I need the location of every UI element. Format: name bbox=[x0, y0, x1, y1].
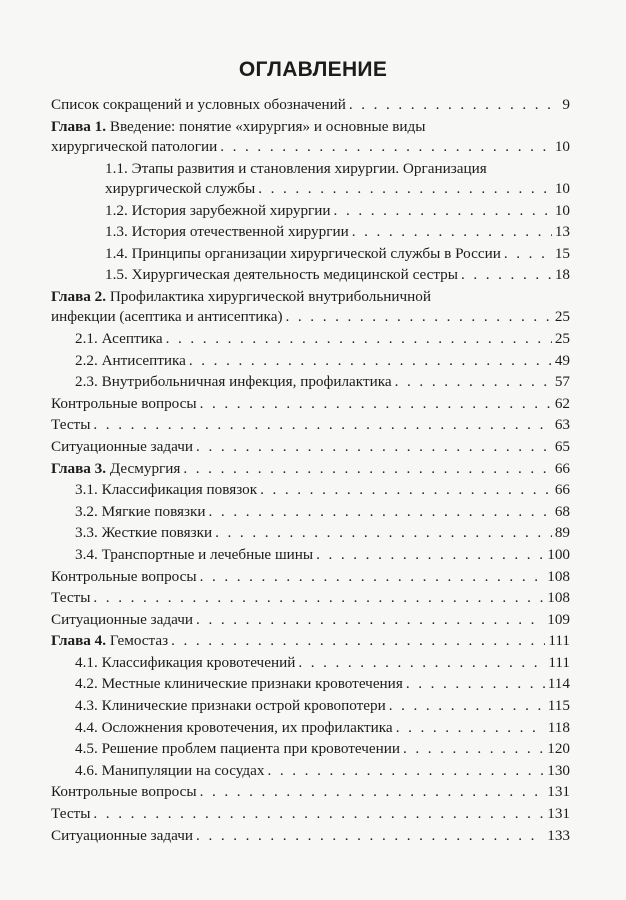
toc-page-number: 25 bbox=[554, 308, 570, 326]
toc-entry bbox=[51, 394, 570, 414]
dot-leader bbox=[200, 394, 552, 414]
dot-leader bbox=[93, 804, 544, 824]
toc-entry-text: Мягкие повязки bbox=[101, 502, 206, 520]
toc-entry bbox=[51, 287, 570, 328]
toc-entry-number: Глава 4. bbox=[51, 632, 107, 650]
toc-page-number: 68 bbox=[554, 502, 570, 520]
toc-entry-number: 4.2. bbox=[75, 675, 98, 693]
toc-entry-text: История отечественной хирургии bbox=[131, 223, 349, 241]
toc-entry bbox=[51, 329, 570, 349]
toc-entry-number: 1.2. bbox=[105, 201, 128, 219]
toc-entry-number: Глава 3. bbox=[51, 459, 107, 477]
toc-page-number: 10 bbox=[554, 201, 570, 219]
dot-leader bbox=[396, 718, 545, 738]
dot-leader bbox=[286, 307, 552, 327]
toc-entry-number: 3.2. bbox=[75, 502, 98, 520]
toc-entry-number: 3.4. bbox=[75, 545, 98, 563]
toc-page-number: 111 bbox=[548, 653, 570, 671]
toc-entry-text: Асептика bbox=[101, 329, 163, 347]
toc-entry-number: 2.2. bbox=[75, 351, 98, 369]
toc-entry-number: 1.4. bbox=[105, 244, 128, 262]
dot-leader bbox=[298, 653, 545, 673]
toc-entry-text: Местные клинические признаки кровотечения bbox=[101, 675, 403, 693]
toc-entry bbox=[51, 631, 570, 651]
dot-leader bbox=[268, 761, 545, 781]
dot-leader bbox=[200, 567, 545, 587]
toc-entry bbox=[51, 480, 570, 500]
toc-entry-number: 1.1. bbox=[105, 159, 128, 177]
toc-page-number: 131 bbox=[547, 783, 570, 801]
toc-entry-text: Профилактика хирургической внутрибольничной bbox=[109, 287, 432, 305]
toc-entry bbox=[51, 372, 570, 392]
toc-entry-text: Классификация повязок bbox=[101, 481, 258, 499]
toc-entry bbox=[51, 782, 570, 802]
toc-entry-number: Глава 1. bbox=[51, 117, 107, 135]
toc-entry-text: Контрольные вопросы bbox=[51, 394, 197, 412]
toc-page-number: 9 bbox=[562, 96, 570, 113]
toc-entry-text: Внутрибольничная инфекция, профилактика bbox=[101, 373, 392, 391]
toc-entry-text: Решение проблем пациента при кровотечении bbox=[101, 740, 400, 758]
toc-entry-text: Гемостаз bbox=[109, 632, 169, 650]
toc-page-number: 18 bbox=[554, 266, 570, 284]
toc-entry-number: 2.3. bbox=[75, 373, 98, 391]
toc-entry-text: Десмургия bbox=[109, 459, 181, 477]
dot-leader bbox=[196, 437, 552, 457]
toc-page-number: 108 bbox=[547, 567, 570, 585]
toc-entry-text: инфекции (асептика и антисептика) bbox=[51, 308, 283, 326]
toc-entry-number: Глава 2. bbox=[51, 287, 107, 305]
toc-page-number: 120 bbox=[547, 740, 570, 758]
toc-entry-number: 4.4. bbox=[75, 718, 98, 736]
toc-entry-number: 1.5. bbox=[105, 266, 128, 284]
toc-entry-text: Этапы развития и становления хирургии. Организация bbox=[131, 159, 487, 177]
toc-entry bbox=[51, 674, 570, 694]
toc-entry-number: 4.5. bbox=[75, 740, 98, 758]
toc-entry bbox=[51, 159, 570, 200]
dot-leader bbox=[93, 415, 551, 435]
toc-entry bbox=[51, 545, 570, 565]
toc-entry-text: Контрольные вопросы bbox=[51, 567, 197, 585]
toc-entry-text: Ситуационные задачи bbox=[51, 826, 194, 844]
toc-entry-text: Антисептика bbox=[101, 351, 186, 369]
toc-entry-number: 3.3. bbox=[75, 524, 98, 542]
toc-entry-text: Контрольные вопросы bbox=[51, 783, 197, 801]
toc-entry-text: Хирургическая деятельность медицинской сестры bbox=[131, 266, 458, 284]
toc-entry-number: 3.1. bbox=[75, 481, 98, 499]
dot-leader bbox=[196, 826, 544, 846]
toc-entry bbox=[51, 696, 570, 716]
toc-page-number: 57 bbox=[554, 373, 570, 391]
toc-entry-text: Список сокращений и условных обозначений bbox=[51, 96, 346, 113]
toc-page-number: 115 bbox=[547, 697, 570, 715]
dot-leader bbox=[461, 265, 552, 285]
toc-entry bbox=[51, 265, 570, 285]
dot-leader bbox=[334, 201, 552, 221]
toc-entry bbox=[51, 804, 570, 824]
dot-leader bbox=[504, 244, 552, 264]
dot-leader bbox=[215, 523, 552, 543]
toc-entry-text: Ситуационные задачи bbox=[51, 610, 194, 628]
toc-entry bbox=[51, 761, 570, 781]
toc-entry bbox=[51, 653, 570, 673]
dot-leader bbox=[316, 545, 544, 565]
toc-entry-text: Тесты bbox=[51, 805, 91, 823]
toc-entry-text: хирургической службы bbox=[105, 180, 256, 197]
dot-leader bbox=[389, 696, 545, 716]
toc-entry-text: хирургической патологии bbox=[51, 138, 218, 155]
toc-entry-text: Принципы организации хирургической службы в России bbox=[131, 244, 501, 262]
dot-leader bbox=[403, 739, 544, 759]
toc-entry-number: 1.3. bbox=[105, 223, 128, 241]
toc-entry-text: Жесткие повязки bbox=[101, 524, 213, 542]
toc-page-number: 131 bbox=[547, 805, 570, 823]
toc-page-number: 49 bbox=[554, 351, 570, 369]
toc-entry bbox=[51, 415, 570, 435]
toc-entry-text: Тесты bbox=[51, 589, 91, 607]
toc-entry-text: Манипуляции на сосудах bbox=[101, 761, 265, 779]
dot-leader bbox=[220, 137, 552, 157]
table-of-contents bbox=[51, 95, 570, 847]
dot-leader bbox=[200, 782, 545, 802]
dot-leader bbox=[166, 329, 552, 349]
toc-entry bbox=[51, 222, 570, 242]
toc-entry-number: 2.1. bbox=[75, 329, 98, 347]
toc-entry bbox=[51, 351, 570, 371]
toc-entry-text: Введение: понятие «хирургия» и основные виды bbox=[109, 117, 426, 135]
dot-leader bbox=[406, 674, 545, 694]
toc-page-number: 89 bbox=[554, 524, 570, 542]
toc-entry bbox=[51, 95, 570, 115]
toc-entry bbox=[51, 244, 570, 264]
dot-leader bbox=[395, 372, 552, 392]
dot-leader bbox=[349, 95, 560, 115]
toc-page-number: 130 bbox=[547, 761, 570, 779]
toc-entry-text: Тесты bbox=[51, 416, 91, 434]
toc-page-number: 114 bbox=[547, 675, 570, 693]
page-title: ОГЛАВЛЕНИЕ bbox=[238, 58, 388, 81]
toc-entry bbox=[51, 523, 570, 543]
toc-entry bbox=[51, 502, 570, 522]
dot-leader bbox=[258, 179, 552, 199]
dot-leader bbox=[183, 459, 551, 479]
toc-entry bbox=[51, 739, 570, 759]
toc-entry bbox=[51, 826, 570, 846]
toc-entry bbox=[51, 588, 570, 608]
toc-page-number: 100 bbox=[547, 545, 570, 563]
toc-entry bbox=[51, 117, 570, 158]
dot-leader bbox=[189, 351, 552, 371]
toc-page-number: 10 bbox=[554, 180, 570, 197]
toc-page-number: 118 bbox=[547, 718, 570, 736]
toc-page-number: 133 bbox=[547, 826, 570, 844]
toc-page-number: 109 bbox=[547, 610, 570, 628]
toc-page-number: 111 bbox=[548, 632, 570, 650]
toc-page-number: 65 bbox=[554, 437, 570, 455]
toc-page-number: 15 bbox=[554, 244, 570, 262]
toc-entry-text: История зарубежной хирургии bbox=[131, 201, 331, 219]
dot-leader bbox=[93, 588, 544, 608]
toc-entry-text: Осложнения кровотечения, их профилактика bbox=[101, 718, 393, 736]
dot-leader bbox=[209, 502, 552, 522]
toc-entry-number: 4.3. bbox=[75, 697, 98, 715]
toc-entry bbox=[51, 567, 570, 587]
toc-page-number: 108 bbox=[547, 589, 570, 607]
toc-entry-text: Классификация кровотечений bbox=[101, 653, 296, 671]
toc-entry bbox=[51, 437, 570, 457]
toc-entry-text: Клинические признаки острой кровопотери bbox=[101, 697, 386, 715]
toc-page-number: 25 bbox=[554, 329, 570, 347]
toc-entry-text: Ситуационные задачи bbox=[51, 437, 194, 455]
toc-entry-number: 4.1. bbox=[75, 653, 98, 671]
toc-entry-text: Транспортные и лечебные шины bbox=[101, 545, 314, 563]
toc-page-number: 10 bbox=[554, 138, 570, 155]
toc-page-number: 63 bbox=[554, 416, 570, 434]
dot-leader bbox=[171, 631, 545, 651]
toc-entry-number: 4.6. bbox=[75, 761, 98, 779]
toc-entry bbox=[51, 459, 570, 479]
dot-leader bbox=[196, 610, 544, 630]
toc-page-number: 66 bbox=[554, 481, 570, 499]
toc-page-number: 13 bbox=[554, 223, 570, 241]
toc-entry bbox=[51, 201, 570, 221]
dot-leader bbox=[352, 222, 552, 242]
toc-page-number: 62 bbox=[554, 394, 570, 412]
dot-leader bbox=[260, 480, 552, 500]
toc-entry bbox=[51, 718, 570, 738]
toc-entry bbox=[51, 610, 570, 630]
toc-page-number: 66 bbox=[554, 459, 570, 477]
